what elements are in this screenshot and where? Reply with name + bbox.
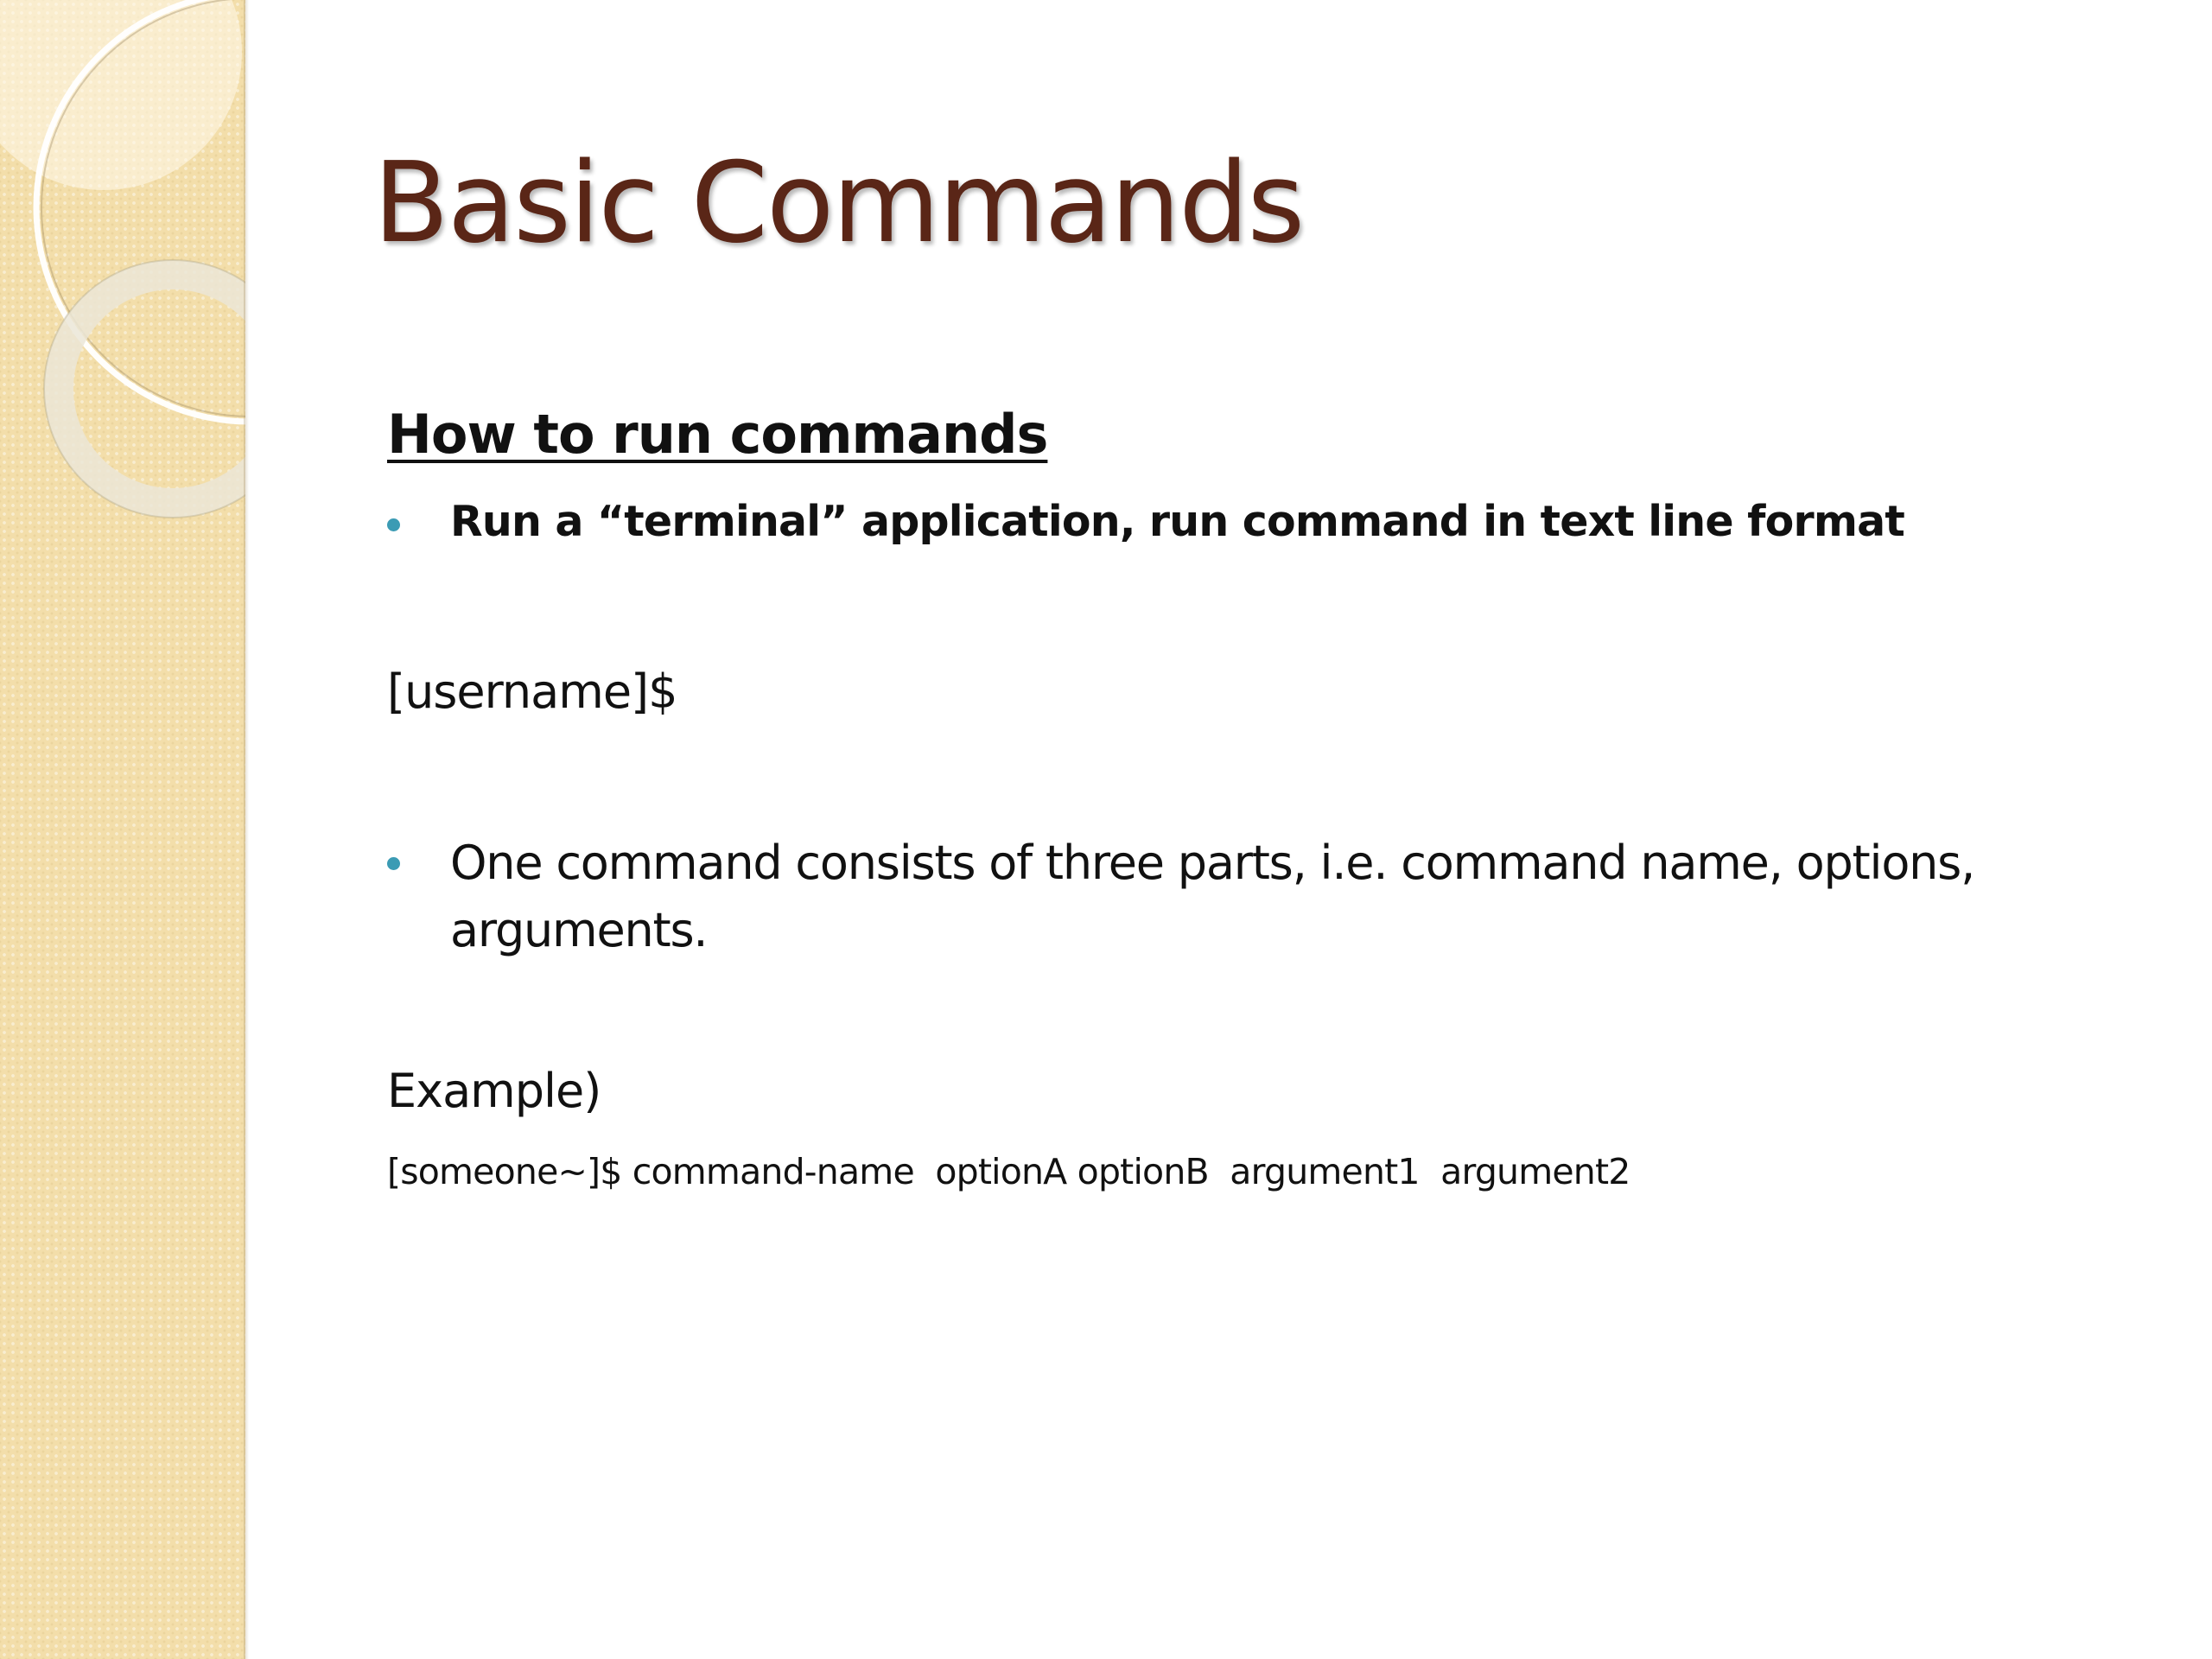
thick-ring — [59, 275, 245, 503]
example-label: Example) — [387, 1064, 601, 1118]
bullet-dot-icon — [387, 857, 400, 870]
glow-circle — [0, 0, 242, 190]
bullet-text: Run a “terminal” application, run command in text line format — [450, 497, 1904, 546]
bullet-text: One command consists of three parts, i.e. command name, options, arguments. — [450, 836, 1975, 957]
decorative-rings — [0, 0, 245, 1659]
bullet-item — [387, 830, 2098, 964]
slide-title: Basic Commands — [373, 139, 1304, 268]
example-command: [someone~]$ command-name optionA optionB argument1 argument2 — [387, 1151, 1630, 1192]
section-heading: How to run commands — [387, 403, 1048, 466]
bullet-item — [387, 494, 1904, 550]
sidebar-edge-shadow — [244, 0, 249, 1659]
prompt-example: [username]$ — [387, 664, 677, 719]
decorative-sidebar — [0, 0, 245, 1659]
bullet-dot-icon — [387, 518, 400, 531]
